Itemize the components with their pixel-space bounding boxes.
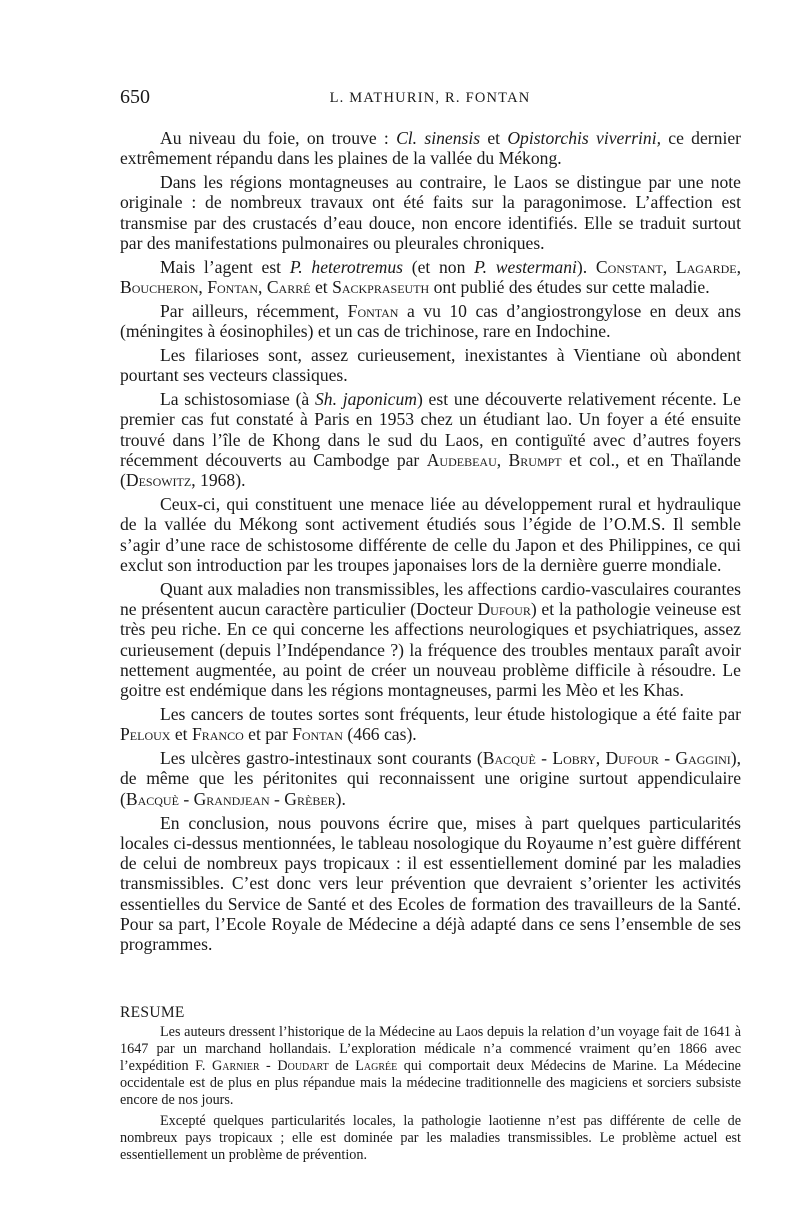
- page-number: 650: [120, 86, 150, 108]
- paragraph-oms: Ceux-ci, qui constituent une menace liée au développement rural et hydraulique de la vallée du Mékong sont activement étudiés sous l’égide de l’O.M.S. Il semble s’agir d’une race de schistosome différente de celle du Japon et des Philippines, ce qui exclut son introduction par les troupes japonaises lors de la dernière guerre mondiale.: [120, 494, 741, 575]
- running-head: L. MATHURIN, R. FONTAN: [329, 90, 531, 106]
- paragraph-conclusion: En conclusion, nous pouvons écrire que, mises à part quelques particularités locales ci-dessus mentionnées, le tableau nosologique du Royaume n’est guère différent de celui de nombreux pays tropicaux : il est essentiellement dominé par les maladies transmissibles. C’est donc vers leur prévention que devraient s’orienter les activités essentielles du Service de Santé et des Ecoles de formation des travailleurs de la Santé. Pour sa part, l’Ecole Royale de Médecine a déjà adapté dans ce sens l’ensemble de ses programmes.: [120, 812, 741, 955]
- body-text: [120, 128, 741, 958]
- paragraph-angiostrongylosis: Par ailleurs, récemment, Fontan a vu 10 cas d’angiostrongylose en deux ans (méningites à éosinophiles) et un cas de trichinose, rare en Indochine.: [120, 300, 741, 342]
- paragraph-non-transmissible: Quant aux maladies non transmissibles, les affections cardio-vasculaires courantes ne présentent aucun caractère particulier (Docteur Dufour) et la pathologie veineuse est très peu riche. En ce qui concerne les affections neurologiques et psychiatriques, assez curieusement (depuis l’Indépendance ?) la fréquence des troubles mentaux paraît avoir nettement augmentée, au point de créer un nouveau problème difficile à résoudre. Le goitre est endémique dans les régions montagneuses, parmi les Mèo et les Khas.: [120, 578, 742, 701]
- resume-section: [120, 1004, 741, 1168]
- resume-paragraph-history: Les auteurs dressent l’historique de la Médecine au Laos depuis la relation d’un voyage fait de 1641 à 1647 par un marchand hollandais. L’exploration médicale n’a commencé vraiment qu’en 1866 avec l’expédition F. Garnier - Doudart de Lagrée qui comportait deux Médecins de Marine. La Médecine occidentale est de plus en plus répandue mais la médecine traditionnelle des magiciens et sorciers subsiste encore de nos jours.: [120, 1024, 741, 1108]
- paragraph-cancers: Les cancers de toutes sortes sont fréquents, leur étude histologique a été faite par Peloux et Franco et par Fontan (466 cas).: [120, 704, 741, 745]
- paragraph-agent: Mais l’agent est P. heterotremus (et non P. westermani). Constant, Lagarde, Boucheron, Fontan, Carré et Sackpraseuth ont publié des études sur cette maladie.: [120, 256, 741, 298]
- paragraph-schistosomiasis: La schistosomiase (à Sh. japonicum) est une découverte relativement récente. Le premier cas fut constaté à Paris en 1953 chez un étudiant lao. Un foyer a été ensuite trouvé dans l’île de Khong dans le sud du Laos, en contiguïté avec d’autres foyers récemment découverts au Cambodge par Audebeau, Brumpt et col., et en Thaïlande (Desowitz, 1968).: [120, 389, 741, 491]
- resume-paragraph-pathology: Excepté quelques particularités locales, la pathologie laotienne n’est pas différente de celle de nombreux pays tropicaux ; elle est dominée par les maladies transmissibles. Le problème actuel est essentiellement un problème de prévention.: [120, 1113, 741, 1163]
- paragraph-liver-parasites: Au niveau du foie, on trouve : Cl. sinensis et Opistorchis viverrini, ce dernier extrêmement répandu dans les plaines de la vallée du Mékong.: [120, 128, 742, 169]
- paragraph-ulcers: Les ulcères gastro-intestinaux sont courants (Bacquè - Lobry, Dufour - Gaggini), de même que les péritonites qui reconnaissent une origine surtout appendiculaire (Bacquè - Grandjean - Grèber).: [120, 748, 742, 809]
- resume-title: RESUME: [120, 1004, 185, 1021]
- paragraph-filariasis: Les filarioses sont, assez curieusement, inexistantes à Vientiane où abondent pourtant ses vecteurs classiques.: [120, 344, 741, 386]
- page-header: [120, 86, 740, 112]
- paragraph-paragonimiasis: Dans les régions montagneuses au contraire, le Laos se distingue par une note originale : de nombreux travaux ont été faits sur la paragonimose. L’affection est transmise par des crustacés d’eau douce, non encore identifiés. Elle se traduit surtout par des manifestations pulmonaires ou pleurales chroniques.: [120, 172, 741, 253]
